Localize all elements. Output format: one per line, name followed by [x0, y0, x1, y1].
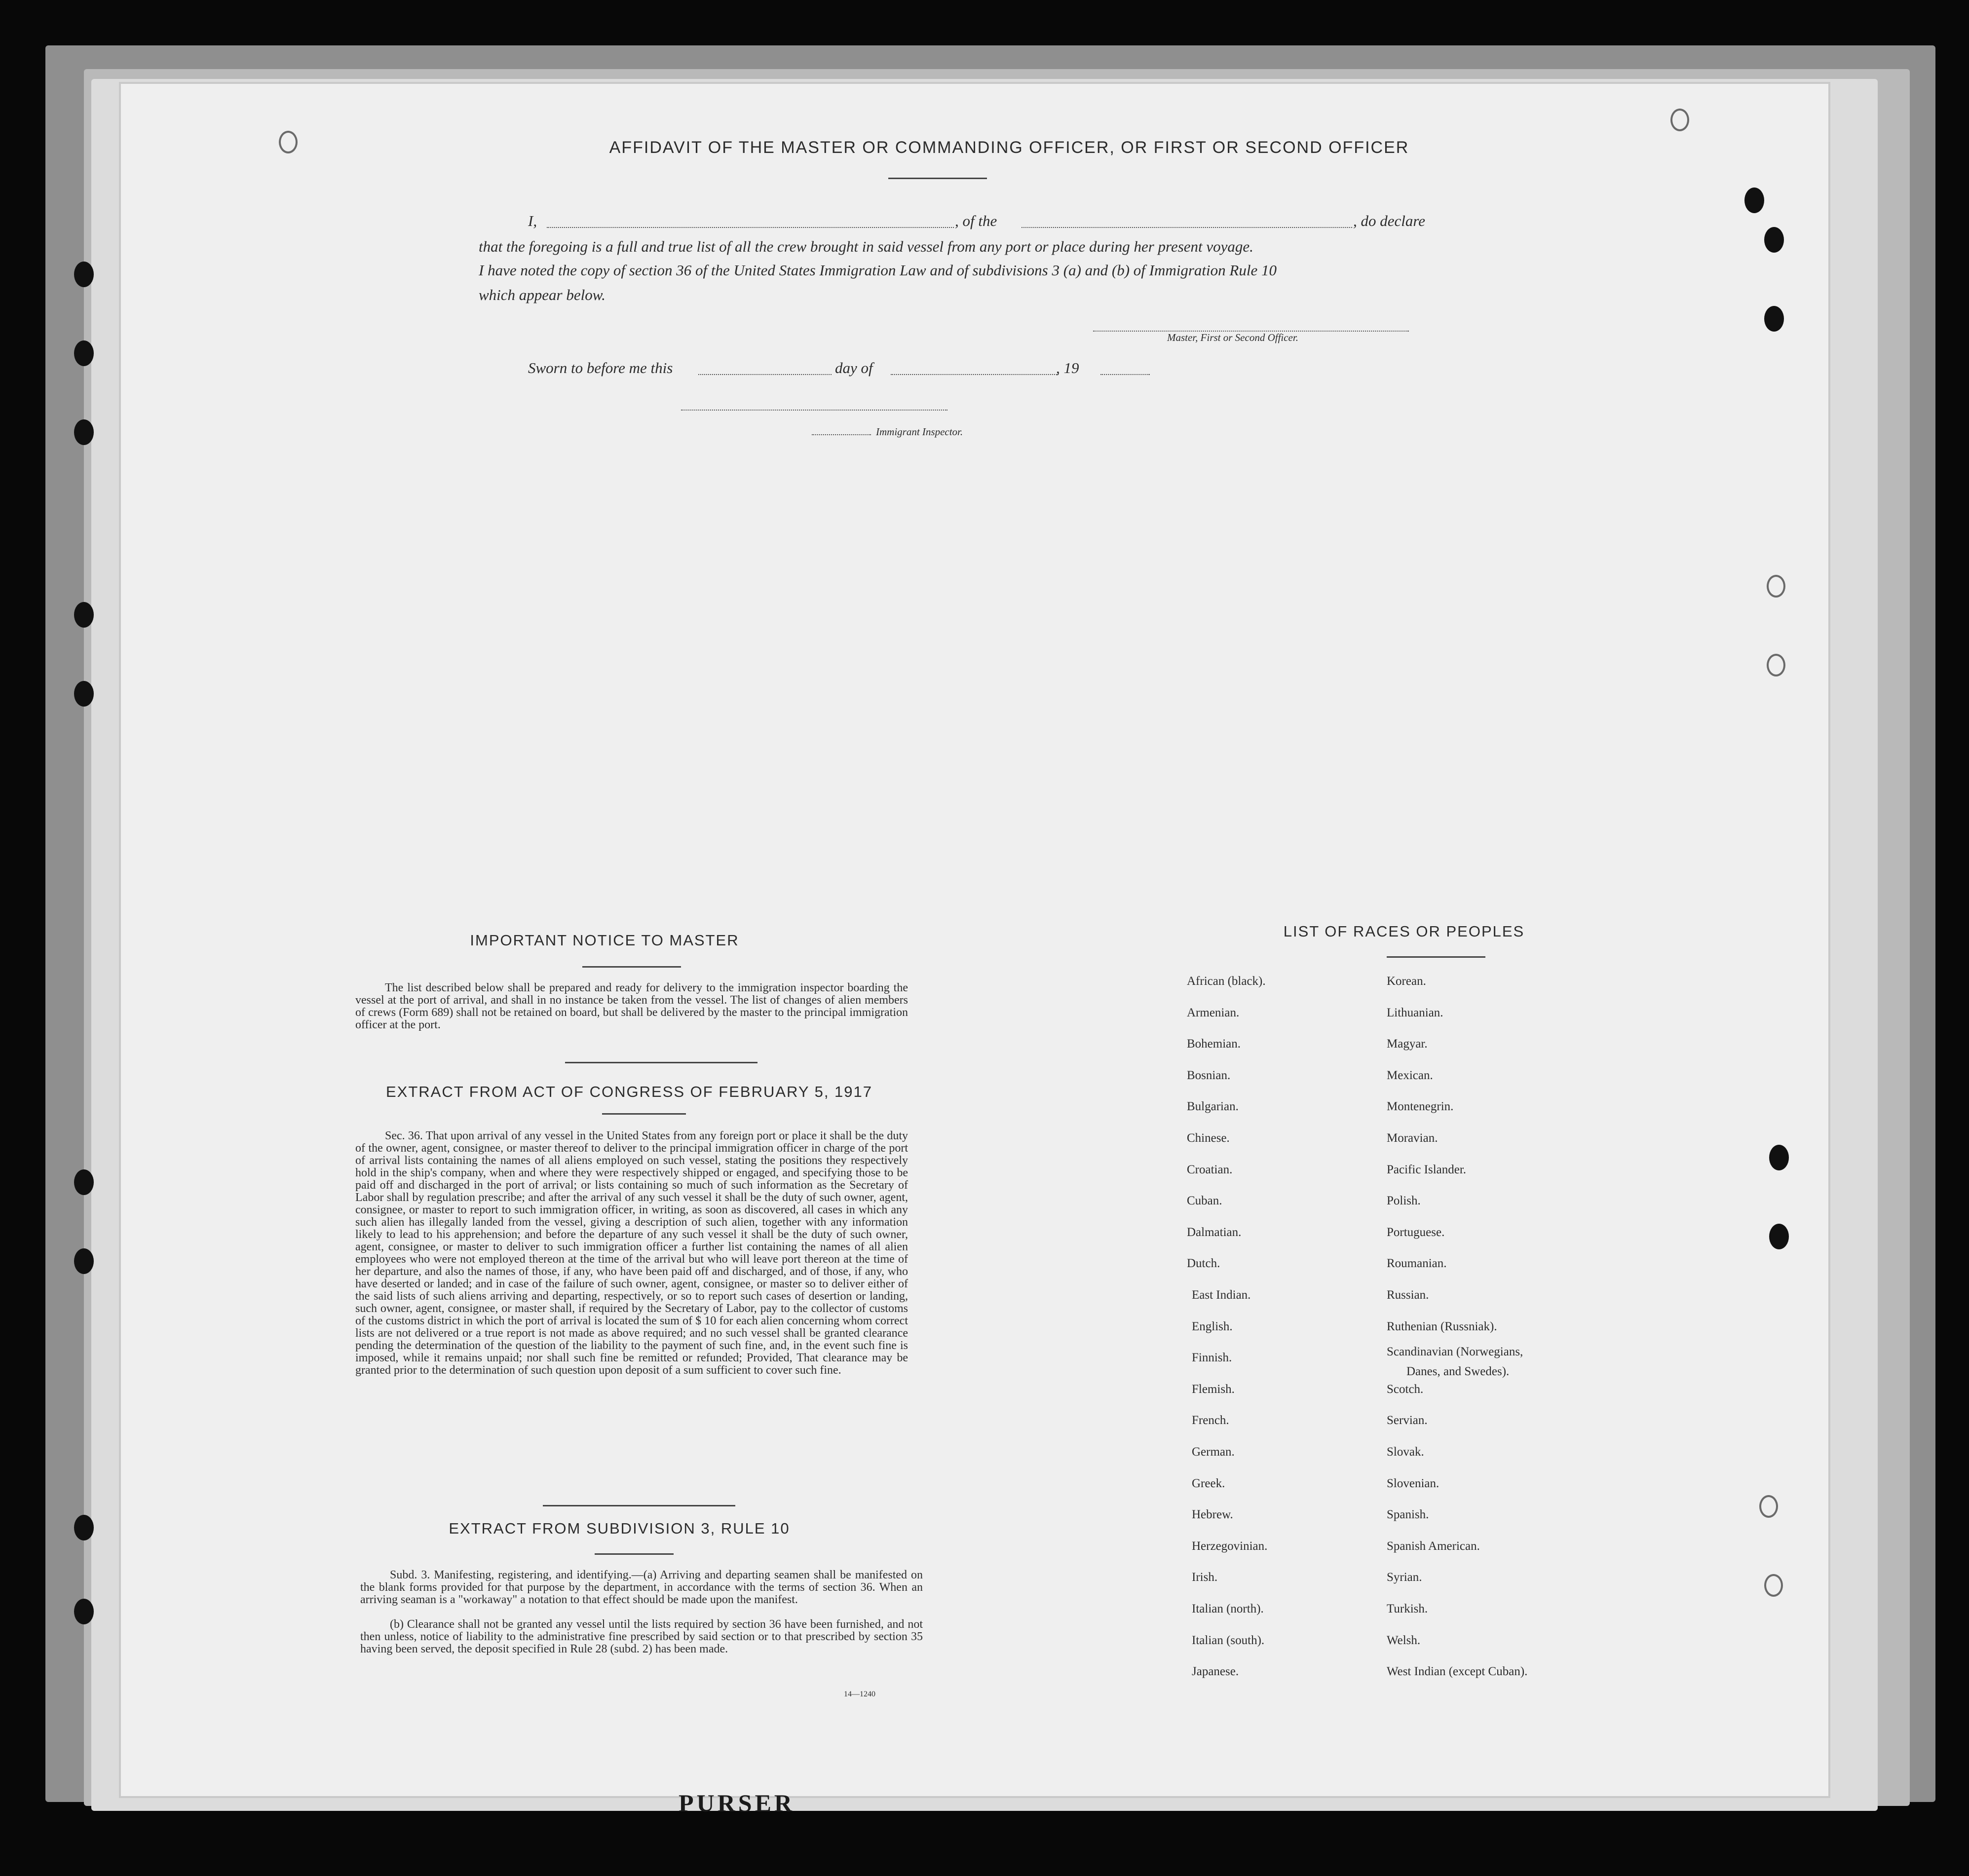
punch-hole [74, 262, 94, 287]
race-item: Danes, and Swedes). [1406, 1365, 1510, 1379]
punch-hole [74, 1169, 94, 1195]
race-item: Turkish. [1387, 1602, 1428, 1615]
punch-hole [1764, 306, 1784, 332]
declaration-line [528, 212, 1545, 232]
punch-hole [1764, 227, 1784, 253]
divider [543, 1505, 735, 1506]
race-item: Italian (south). [1192, 1633, 1265, 1647]
race-item: Welsh. [1387, 1633, 1421, 1647]
race-item: Spanish. [1387, 1508, 1429, 1522]
declaration-text-3: I have noted the copy of section 36 of the United States Immigration Law and of subdivisions 3 (a) and (b) of Immigration Rule 10 [479, 262, 1277, 279]
punch-hole [74, 340, 94, 366]
punch-hole [1759, 1495, 1778, 1518]
race-item: Montenegrin. [1387, 1100, 1454, 1114]
race-item: Armenian. [1187, 1006, 1240, 1019]
punch-hole [1744, 188, 1764, 213]
race-item: Cuban. [1187, 1194, 1222, 1208]
extract-rule-title: EXTRACT FROM SUBDIVISION 3, RULE 10 [449, 1520, 790, 1537]
punch-hole [1769, 1224, 1789, 1249]
race-item: Korean. [1387, 975, 1426, 988]
race-item: Mexican. [1387, 1068, 1433, 1082]
race-item: Ruthenian (Russniak). [1387, 1319, 1497, 1333]
inspector-caption: Immigrant Inspector. [876, 426, 963, 438]
extract-rule-para-a: Subd. 3. Manifesting, registering, and identifying.—(a) Arriving and departing seamen shall be manifested on the blank forms provided for that purpose by the department, in accordance with the terms of section 36. When an arriving seaman is a "workaway" a notation to that effect should be made upon the manifest. [360, 1569, 923, 1606]
race-item: Herzegovinian. [1192, 1539, 1268, 1553]
purser-label: PURSER [679, 1789, 795, 1817]
punch-hole [1767, 575, 1785, 598]
punch-hole [74, 1515, 94, 1540]
race-item: Spanish American. [1387, 1539, 1480, 1553]
form-number: 14—1240 [844, 1690, 875, 1698]
notice-title: IMPORTANT NOTICE TO MASTER [470, 932, 739, 949]
race-item: English. [1192, 1319, 1233, 1333]
race-item: Lithuanian. [1387, 1006, 1443, 1019]
race-item: Portuguese. [1387, 1225, 1445, 1239]
race-item: Finnish. [1192, 1351, 1232, 1365]
declaration-of-the: , of the [955, 212, 997, 229]
race-item: German. [1192, 1445, 1235, 1459]
divider [888, 178, 987, 179]
punch-hole [1764, 1574, 1783, 1597]
race-item: African (black). [1187, 975, 1266, 988]
extract-act-text: Sec. 36. That upon arrival of any vessel in the United States from any foreign port or place it shall be the duty of the owner, agent, consignee, or master thereof to deliver to the principal immigration officer in charge of the port of arrival lists containing the names of all aliens employed on such vessel, stating the positions they respectively hold in the ship's company, when and where they were respectively shipped or engaged, and specifying those to be paid off and discharged in the port of arrival; or lists containing so much of such information as the Secretary of Labor shall by regulation prescribe; and after the arrival of any such vessel it shall be the duty of such owner, agent, consignee, or master to report to such immigration officer, in writing, as soon as discovered, all cases in which any such alien has illegally landed from the vessel, giving a description of such alien, together with any information likely to lead to his apprehension; and before the departure of any such vessel it shall be the duty of such owner, agent, consignee, or master to deliver to such immigration officer a further list containing the names of all alien employees who were not employed thereon at the time of the arrival but who will leave port thereon at the time of her departure, and also the names of those, if any, who have been paid off and discharged, and of those, if any, who have deserted or landed; and in case of the failure of such owner, agent, consignee, or master so to deliver either of the said lists of such aliens arriving and departing, respectively, or so to report such cases of desertion or landing, such owner, agent, consignee, or master shall, if required by the Secretary of Labor, pay to the collector of customs of the customs district in which the port of arrival is located the sum of $ 10 for each alien concerning whom correct lists are not delivered or a true report is not made as above required; and no such vessel shall be granted clearance pending the determination of the question of the liability to the payment of such fine, and, in the event such fine is imposed, while it remains unpaid; nor shall such fine be remitted or refunded; Provided, That clearance may be granted prior to the determination of such question upon deposit of a sum sufficient to cover such fine. [355, 1129, 908, 1377]
punch-hole [1670, 109, 1689, 131]
notice-text: The list described below shall be prepared and ready for delivery to the immigration inspector boarding the vessel at the port of arrival, and shall in no instance be taken from the vessel. The list of changes of alien members of crews (Form 689) shall not be retained on board, but shall be delivered by the master to the principal immigration officer at the port. [355, 981, 908, 1031]
affidavit-title: AFFIDAVIT OF THE MASTER OR COMMANDING OFFICER, OR FIRST OR SECOND OFFICER [609, 138, 1409, 157]
divider [1387, 956, 1485, 958]
race-item: Scotch. [1387, 1382, 1424, 1396]
race-item: French. [1192, 1414, 1229, 1427]
declaration-declare: , do declare [1353, 212, 1426, 229]
divider [602, 1113, 686, 1115]
sworn-day-of: day of [835, 359, 873, 376]
race-item: Croatian. [1187, 1163, 1233, 1176]
name-blank [547, 227, 954, 228]
race-item: Italian (north). [1192, 1602, 1264, 1615]
race-item: Bosnian. [1187, 1068, 1231, 1082]
race-item: Dalmatian. [1187, 1225, 1242, 1239]
race-item: Roumanian. [1387, 1257, 1447, 1271]
race-item: Russian. [1387, 1288, 1429, 1302]
race-item: Magyar. [1387, 1037, 1428, 1051]
inspector-signature-line [812, 434, 871, 435]
race-item: Slovak. [1387, 1445, 1424, 1459]
signature-caption: Master, First or Second Officer. [1167, 332, 1298, 343]
divider [582, 966, 681, 968]
punch-hole [1769, 1145, 1789, 1170]
race-item: Slovenian. [1387, 1476, 1439, 1490]
manifest-page [121, 84, 1828, 1796]
race-item: East Indian. [1192, 1288, 1251, 1302]
race-item: Servian. [1387, 1414, 1428, 1427]
sworn-prefix: Sworn to before me this [528, 359, 673, 376]
race-item: Bohemian. [1187, 1037, 1241, 1051]
race-item: Hebrew. [1192, 1508, 1233, 1522]
declaration-text-2: that the foregoing is a full and true list of all the crew brought in said vessel from any port or place during her present voyage. [479, 238, 1253, 255]
day-blank [698, 374, 832, 375]
punch-hole [74, 602, 94, 628]
year-blank [1100, 374, 1150, 375]
extract-act-title: EXTRACT FROM ACT OF CONGRESS OF FEBRUARY 5, 1917 [385, 1083, 873, 1100]
inspector-signature-line [681, 410, 947, 411]
punch-hole [74, 419, 94, 445]
sworn-year: , 19 [1056, 359, 1079, 376]
extract-rule-para-b: (b) Clearance shall not be granted any vessel until the lists required by section 36 have been furnished, and not then unless, notice of liability to the administrative fine prescribed by said section or to that prescribed by section 35 having been served, the deposit specified in Rule 28 (subd. 2) has been made. [360, 1618, 923, 1655]
race-item: Pacific Islander. [1387, 1163, 1467, 1176]
race-item: Flemish. [1192, 1382, 1235, 1396]
race-item: Polish. [1387, 1194, 1421, 1208]
punch-hole [74, 681, 94, 707]
punch-hole [1767, 654, 1785, 676]
divider [595, 1553, 674, 1555]
race-item: Dutch. [1187, 1257, 1220, 1271]
race-item: Moravian. [1387, 1131, 1438, 1145]
race-item: Greek. [1192, 1476, 1225, 1490]
race-item: West Indian (except Cuban). [1387, 1665, 1528, 1679]
race-item: Japanese. [1192, 1665, 1239, 1679]
sworn-line [528, 359, 1170, 379]
vessel-blank [1022, 227, 1352, 228]
declaration-text-4: which appear below. [479, 286, 606, 303]
race-item: Scandinavian (Norwegians, [1387, 1345, 1523, 1359]
race-item: Bulgarian. [1187, 1100, 1239, 1114]
punch-hole [279, 131, 298, 153]
month-blank [891, 374, 1059, 375]
divider [565, 1062, 757, 1063]
races-title: LIST OF RACES OR PEOPLES [1283, 923, 1525, 940]
race-item: Syrian. [1387, 1571, 1422, 1584]
race-item: Chinese. [1187, 1131, 1230, 1145]
punch-hole [74, 1248, 94, 1274]
punch-hole [74, 1599, 94, 1624]
race-item: Irish. [1192, 1571, 1218, 1584]
declaration-i: I, [528, 212, 537, 229]
